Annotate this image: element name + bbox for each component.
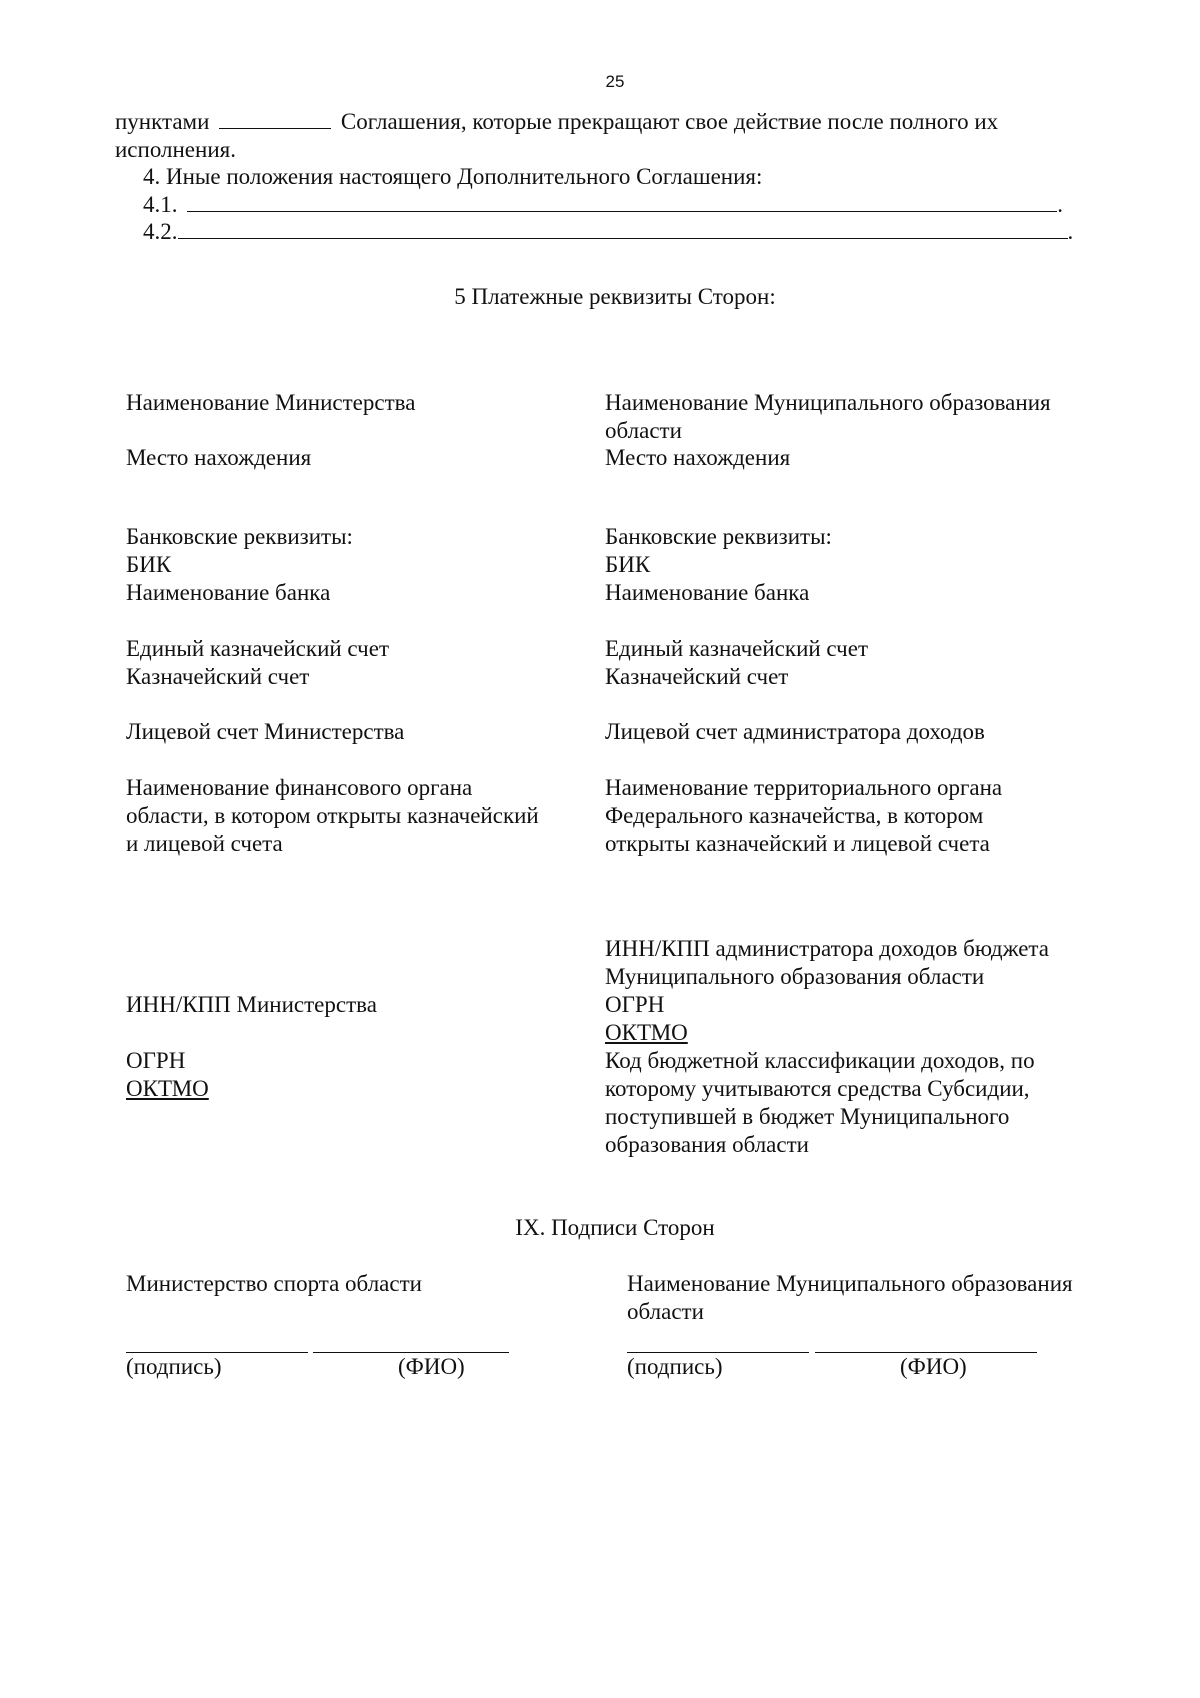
section-5-title: 5 Платежные реквизиты Сторон: xyxy=(454,284,776,309)
right-bank-name: Наименование банка xyxy=(605,580,810,605)
right-fio-label: (ФИО) xyxy=(900,1354,967,1379)
right-terr-body-line-1: Наименование территориального органа xyxy=(605,775,1003,800)
right-inn-kpp-line-2: Муниципального образования области xyxy=(605,964,985,989)
right-ogrn: ОГРН xyxy=(605,992,665,1017)
left-treasury-account: Казначейский счет xyxy=(126,664,310,689)
left-fin-body-line-1: Наименование финансового органа xyxy=(126,775,473,800)
item-4-2-blank xyxy=(178,218,1068,239)
right-treasury-account: Казначейский счет xyxy=(605,664,789,689)
sign-right-party-line-2: области xyxy=(627,1299,704,1324)
right-terr-body-line-2: Федерального казначейства, в котором xyxy=(605,803,984,828)
right-name-line-2: области xyxy=(605,418,682,443)
sign-left-party: Министерство спорта области xyxy=(126,1271,422,1296)
right-personal-account: Лицевой счет администратора доходов xyxy=(605,719,985,744)
sign-right-party-line-1: Наименование Муниципального образования xyxy=(627,1271,1073,1296)
left-personal-account: Лицевой счет Министерства xyxy=(126,719,405,744)
right-kbk-line-1: Код бюджетной классификации доходов, по xyxy=(605,1048,1035,1073)
left-ministry-name: Наименование Министерства xyxy=(126,390,416,415)
left-ogrn: ОГРН xyxy=(126,1048,186,1073)
left-bank-name: Наименование банка xyxy=(126,580,331,605)
right-location: Место нахождения xyxy=(605,445,791,470)
left-fio-label: (ФИО) xyxy=(398,1354,465,1379)
left-fin-body-line-3: и лицевой счета xyxy=(126,831,283,856)
right-kbk-line-2: которому учитываются средства Субсидии, xyxy=(605,1076,1030,1101)
right-bank-details: Банковские реквизиты: xyxy=(605,524,832,549)
item-4-1-blank xyxy=(187,191,1057,212)
left-bik: БИК xyxy=(126,552,172,577)
left-inn-kpp: ИНН/КПП Министерства xyxy=(126,992,377,1017)
item-4-1-label: 4.1. xyxy=(143,192,178,217)
left-signature-label: (подпись) xyxy=(126,1354,222,1379)
right-kbk-line-3: поступившей в бюджет Муниципального xyxy=(605,1104,1010,1129)
right-inn-kpp-line-1: ИНН/КПП администратора доходов бюджета xyxy=(605,936,1049,961)
intro-line-2: исполнения. xyxy=(115,137,236,162)
left-location: Место нахождения xyxy=(126,445,312,470)
left-fin-body-line-2: области, в котором открыты казначейский xyxy=(126,803,539,828)
item-4-2 xyxy=(143,218,1073,246)
right-signature-label: (подпись) xyxy=(627,1354,723,1379)
right-kbk-line-4: образования области xyxy=(605,1132,809,1157)
right-name-line-1: Наименование Муниципального образования xyxy=(605,390,1051,415)
intro-line-1 xyxy=(115,108,998,136)
section-9-title: IX. Подписи Сторон xyxy=(515,1215,715,1240)
right-oktmo: ОКТМО xyxy=(605,1020,688,1045)
left-bank-details: Банковские реквизиты: xyxy=(126,524,353,549)
intro-line-1-before: пунктами xyxy=(115,109,210,134)
item-4-1-period: . xyxy=(1057,192,1063,217)
item-4-2-label: 4.2. xyxy=(143,219,178,244)
left-single-account: Единый казначейский счет xyxy=(126,636,390,661)
right-single-account: Единый казначейский счет xyxy=(605,636,869,661)
right-bik: БИК xyxy=(605,552,651,577)
item-4-2-period: . xyxy=(1067,219,1074,244)
article-blank xyxy=(219,108,331,129)
page-number: 25 xyxy=(605,72,625,91)
intro-line-1-after: Соглашения, которые прекращают свое действие после полного их xyxy=(340,109,999,134)
item-4-1 xyxy=(143,191,1063,219)
left-oktmo: ОКТМО xyxy=(126,1076,209,1101)
item-4: 4. Иные положения настоящего Дополнительного Соглашения: xyxy=(143,164,763,189)
right-terr-body-line-3: открыты казначейский и лицевой счета xyxy=(605,831,990,856)
